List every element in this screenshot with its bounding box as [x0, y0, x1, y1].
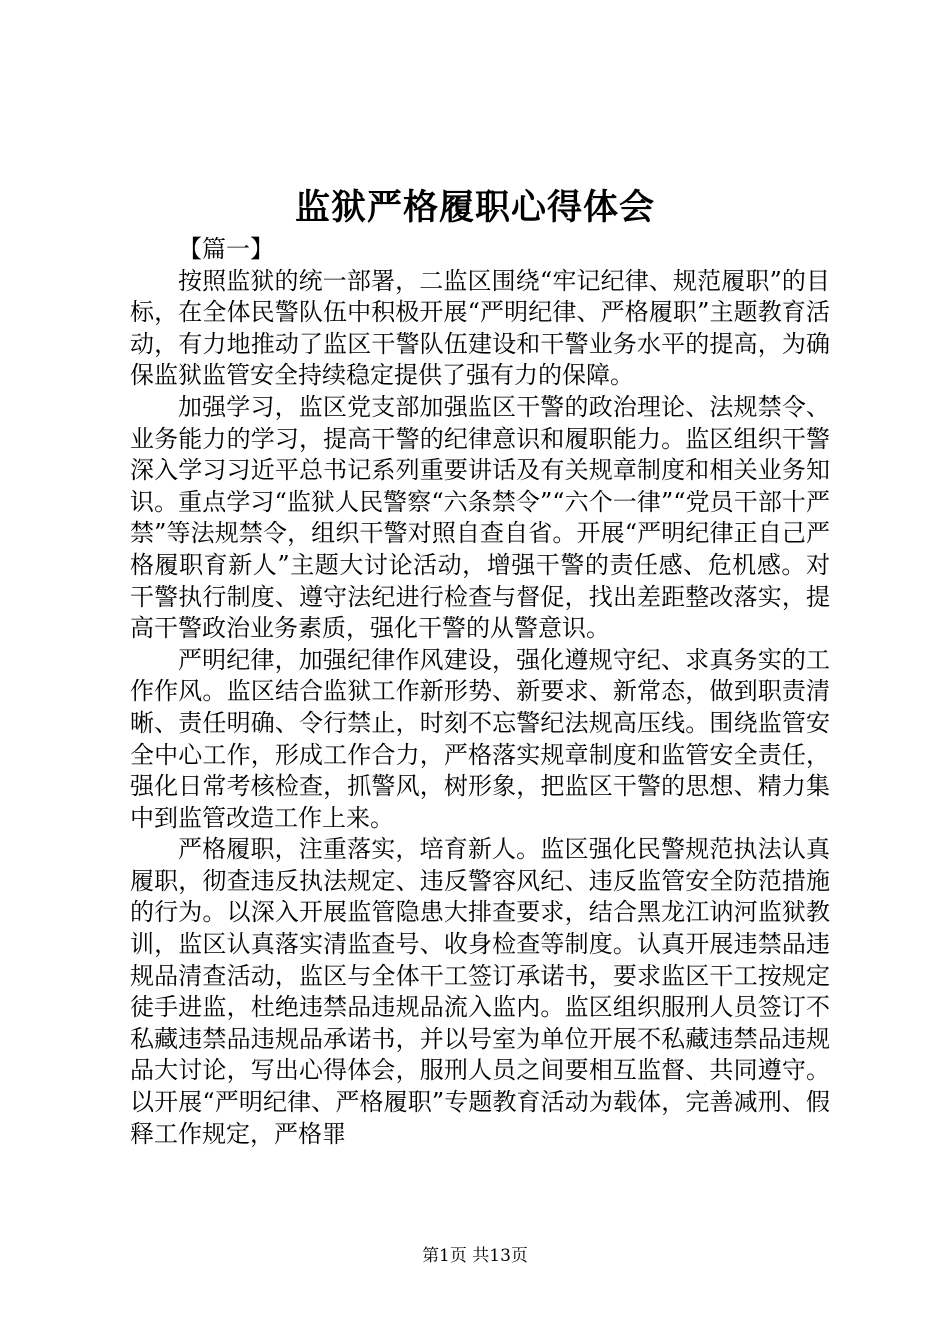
page-indicator: 第1页 共13页 — [422, 1246, 528, 1266]
paragraph-1: 按照监狱的统一部署，二监区围绕“牢记纪律、规范履职”的目标，在全体民警队伍中积极开展“严明纪律、严格履职”主题教育活动，有力地推动了监区干警队伍建设和干警业务水平的提高，为确保监狱监管安全持续稳定提供了强有力的保障。 — [130, 266, 830, 390]
paragraph-4: 严格履职，注重落实，培育新人。监区强化民警规范执法认真履职，彻查违反执法规定、违反警容风纪、违反监管安全防范措施的行为。以深入开展监管隐患大排查要求，结合黑龙江讷河监狱教训，监区认真落实清监查号、收身检查等制度。认真开展违禁品违规品清查活动，监区与全体干工签订承诺书，要求监区干工按规定徒手进监，杜绝违禁品违规品流入监内。监区组织服刑人员签订不私藏违禁品违规品承诺书，并以号室为单位开展不私藏违禁品违规品大讨论，写出心得体会，服刑人员之间要相互监督、共同遵守。以开展“严明纪律、严格履职”专题教育活动为载体，完善减刑、假释工作规定，严格罪 — [130, 835, 830, 1148]
paragraph-2: 加强学习，监区党支部加强监区干警的政治理论、法规禁令、业务能力的学习，提高干警的纪律意识和履职能力。监区组织干警深入学习习近平总书记系列重要讲话及有关规章制度和相关业务知识。重点学习“监狱人民警察“六条禁令”“六个一律”“党员干部十严禁”等法规禁令，组织干警对照自查自省。开展“严明纪律正自己严格履职育新人”主题大讨论活动，增强干警的责任感、危机感。对干警执行制度、遵守法纪进行检查与督促，找出差距整改落实，提高干警政治业务素质，强化干警的从警意识。 — [130, 392, 830, 643]
paragraph-3: 严明纪律，加强纪律作风建设，强化遵规守纪、求真务实的工作作风。监区结合监狱工作新形势、新要求、新常态，做到职责清晰、责任明确、令行禁止，时刻不忘警纪法规高压线。围绕监管安全中心工作，形成工作合力，严格落实规章制度和监管安全责任，强化日常考核检查，抓警风，树形象，把监区干警的思想、精力集中到监管改造工作上来。 — [130, 645, 830, 832]
document-title: 监狱严格履职心得体会 — [294, 187, 655, 228]
document-body — [130, 234, 830, 1150]
section-label: 【篇一】 — [178, 235, 274, 263]
